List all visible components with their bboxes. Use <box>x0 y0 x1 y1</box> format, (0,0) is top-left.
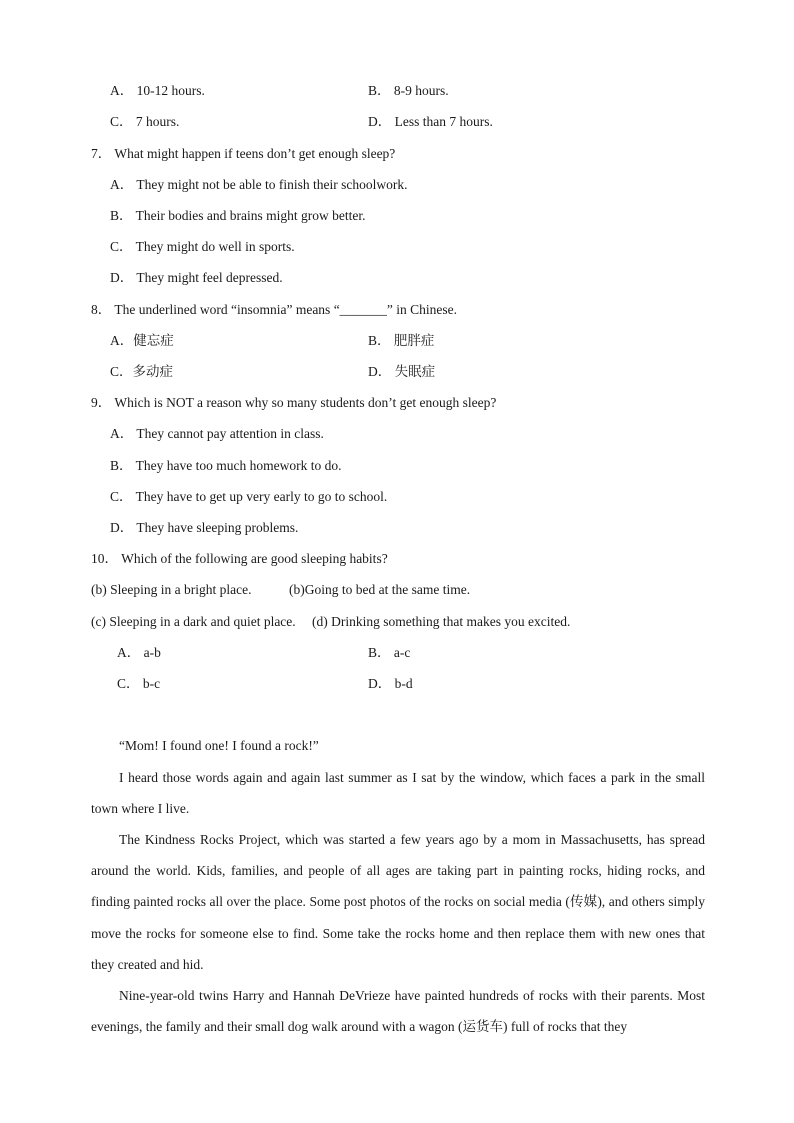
q10-habits-row-2 <box>0 613 794 631</box>
q10-option-b[interactable]: B． a-c <box>368 645 411 660</box>
passage-paragraph-4-text: Nine-year-old twins Harry and Hannah DeVrieze have painted hundreds of rocks with their parents. Most evenings, the family and their small dog walk around with a wagon (运货车) full of rocks that they <box>91 988 705 1035</box>
q8-option-c[interactable]: C．多动症 <box>110 364 174 379</box>
q10-habit-d: (d) Drinking something that makes you excited. <box>312 614 571 629</box>
q7-option-b[interactable]: B． Their bodies and brains might grow better. <box>110 208 366 223</box>
q10-habit-b: (b) Sleeping in a bright place. <box>91 582 252 597</box>
q7-option-c[interactable]: C． They might do well in sports. <box>110 239 295 254</box>
passage-paragraph-1: “Mom! I found one! I found a rock!” <box>119 738 319 753</box>
q10-options-row-2 <box>0 675 794 693</box>
q10-habit-b2: (b)Going to bed at the same time. <box>289 582 471 597</box>
q8-stem: 8． The underlined word “insomnia” means “_______” in Chinese. <box>91 302 458 317</box>
q6-option-c[interactable]: C． 7 hours. <box>110 114 180 129</box>
q9-option-a[interactable]: A． They cannot pay attention in class. <box>110 426 324 441</box>
q10-option-c[interactable]: C． b-c <box>117 676 161 691</box>
q10-option-a[interactable]: A． a-b <box>117 645 161 660</box>
passage-paragraph-3-text: The Kindness Rocks Project, which was started a few years ago by a mom in Massachusetts, has spread around the world. Kids, families, and people of all ages are taking part in painting rocks, hiding rocks, and finding painted rocks all over the place. Some post photos of the rocks on social media (传媒), and others simply move the rocks for someone else to find. Some take the rocks home and then replace them with new ones that they created and hid. <box>91 832 705 972</box>
passage-paragraph-2-text: I heard those words again and again last summer as I sat by the window, which faces a park in the small town where I live. <box>91 770 705 817</box>
q9-option-b[interactable]: B． They have too much homework to do. <box>110 458 342 473</box>
q8-option-d[interactable]: D． 失眠症 <box>368 364 436 379</box>
q8-options-row-2 <box>0 363 794 381</box>
q7-stem: 7． What might happen if teens don’t get enough sleep? <box>91 146 396 161</box>
q7-option-d[interactable]: D． They might feel depressed. <box>110 270 283 285</box>
passage-paragraph-2 <box>91 762 705 824</box>
q8-options-row-1 <box>0 332 794 350</box>
q6-options-row-1 <box>0 82 794 100</box>
q6-option-d[interactable]: D． Less than 7 hours. <box>368 114 493 129</box>
q10-option-d[interactable]: D． b-d <box>368 676 413 691</box>
q8-option-a[interactable]: A．健忘症 <box>110 333 174 348</box>
q9-option-d[interactable]: D． They have sleeping problems. <box>110 520 299 535</box>
q8-option-b[interactable]: B． 肥胖症 <box>368 333 435 348</box>
passage-paragraph-4 <box>91 980 705 1042</box>
q6-option-b[interactable]: B． 8-9 hours. <box>368 83 449 98</box>
q10-habit-c: (c) Sleeping in a dark and quiet place. <box>91 614 296 629</box>
passage-paragraph-3 <box>91 824 705 980</box>
q7-option-a[interactable]: A． They might not be able to finish their schoolwork. <box>110 177 408 192</box>
q10-stem: 10． Which of the following are good sleeping habits? <box>91 551 388 566</box>
q9-option-c[interactable]: C． They have to get up very early to go to school. <box>110 489 388 504</box>
q6-option-a[interactable]: A． 10-12 hours. <box>110 83 205 98</box>
q10-habits-row-1 <box>0 581 794 599</box>
q10-options-row-1 <box>0 644 794 662</box>
q6-options-row-2 <box>0 113 794 131</box>
q9-stem: 9． Which is NOT a reason why so many students don’t get enough sleep? <box>91 395 497 410</box>
